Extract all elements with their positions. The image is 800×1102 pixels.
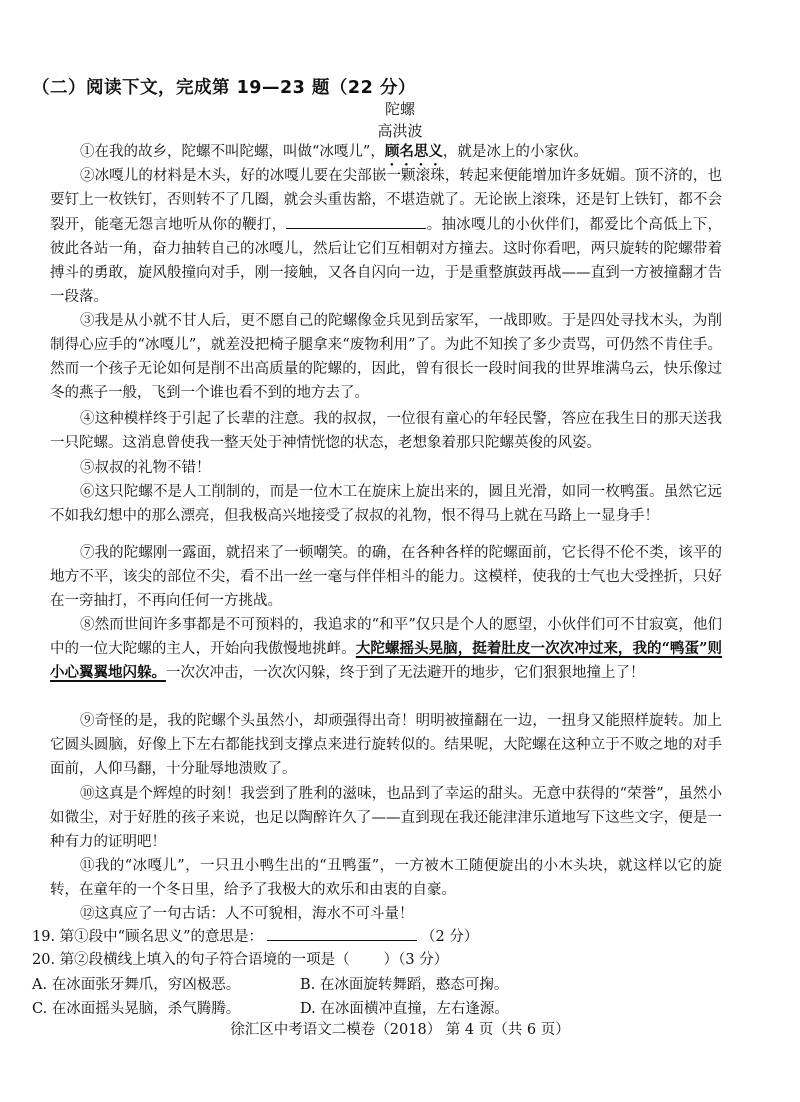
article-author: 高洪波 [377,122,423,140]
paragraph-2-end: 。抽冰嘎儿的小伙伴们，都爱比个高低上下，彼此各站一角，奋力抽转自己的冰嘎儿，然后让它们互相朝对方撞去。这时你看吧，两只旋转的陀螺带着搏斗的勇敢，旋风般撞向对手，刚一接触，又各自闪向一边，于是重整旗鼓再战——直到一方被撞翻才告一段落。 [50,217,723,305]
answer-line-19[interactable] [267,924,417,941]
paragraph-10: ⑩这真是个辉煌的时刻！我尝到了胜利的滋味，也品到了幸运的甜头。无意中获得的“荣誉”，虽然小如微尘，对于好胜的孩子来说，也足以陶醉许久了——直到现在我还能津津乐道地写下这些文字，便是一种有力的证明吧！ [50,786,722,850]
underlined-sentence: 大陀螺摇头晃脑，挺着肚皮一次次冲过来，我的“鸭蛋”则小心翼翼地闪躲。 [50,640,723,681]
paragraph-4: ④这种模样终于引起了长辈的注意。我的叔叔，一位很有童心的年轻民警，答应在我生日的那天送我一只陀螺。这消息曾使我一整天处于神情恍惚的状态，老想象着那只陀螺英俊的风姿。 [50,411,722,451]
paragraph-2-start: ②冰嘎儿的材料是木头，好的冰嘎儿要在尖部嵌一颗滚珠，转起来便能增加许多妩媚。顶不济的，也要钉上一枚铁钉，否则转不了几圈，就会头重齿豁，不堪造就了。无论嵌上滚珠，还是钉上铁钉，都不会裂开，能毫无怨言地听从你的鞭打， [50,168,722,233]
option-d[interactable]: D. 在冰面横冲直撞，左右逢源。 [300,1001,509,1017]
paragraph-9: ⑨奇怪的是，我的陀螺个头虽然小，却顽强得出奇！明明被撞翻在一边，一扭身又能照样旋转。加上它圆头圆脑，好像上下左右都能找到支撑点来进行旋转似的。结果呢，大陀螺在这种立于不败之地的对手面前，人仰马翻，十分耻辱地溃败了。 [50,713,722,777]
page-footer: 徐汇区中考语文二模卷（2018） 第 4 页（共 6 页） [230,1022,570,1038]
key-phrase-dotted: 顾名思义 [384,143,443,160]
paragraph-8 [50,613,722,685]
question-19-score: （2 分） [421,929,479,945]
paragraph-7: ⑦我的陀螺刚一露面，就招来了一顿嘲笑。的确，在各种各样的陀螺面前，它长得不伦不类，该平的地方不平，该尖的部位不尖，看不出一丝一毫与伴伴相斗的能力。这模样，使我的士气也大受挫折，只好在一旁抽打，不再向任何一方挑战。 [50,545,722,609]
option-c[interactable]: C. 在冰面摇头晃脑，杀气腾腾。 [32,1001,241,1017]
paragraph-1-end: ，就是冰上的小家伙。 [442,144,588,160]
paragraph-6: ⑥这只陀螺不是人工削制的，而是一位木工在旋床上旋出来的，圆且光滑，如同一枚鸭蛋。虽然它远不如我幻想中的那么漂亮，但我极高兴地接受了叔叔的礼物，恨不得马上就在马路上一显身手！ [50,484,722,524]
paragraph-1-start: ①在我的故乡，陀螺不叫陀螺，叫做“冰嘎儿”， [80,144,385,160]
paragraph-12: ⑫这真应了一句古话：人不可貌相，海水不可斗量！ [80,906,414,922]
section-heading: （二）阅读下文，完成第 19—23 题（22 分） [32,78,416,98]
paragraph-5: ⑤叔叔的礼物不错！ [80,460,211,476]
question-20 [32,948,448,969]
paragraph-11: ⑪我的“冰嘎儿”，一只丑小鸭生出的“丑鸭蛋”，一方被木工随便旋出的小木头块，就这样以它的旋转，在童年的一个冬日里，给予了我极大的欢乐和由衷的自豪。 [50,858,722,898]
option-a[interactable]: A. 在冰面张牙舞爪，穷凶极恶。 [32,977,241,993]
question-19-prompt: 19. 第①段中“顾名思义”的意思是： [32,929,263,945]
fill-in-blank-line [286,212,426,229]
question-20-score: ）（3 分） [383,952,449,968]
option-b[interactable]: B. 在冰面旋转舞蹈，憨态可掬。 [300,977,509,993]
paragraph-8-start: ⑧然而世间许多事都是不可预料的，我追求的“和平”仅只是个人的愿望，小伙伴们可不甘寂寞，他们中的一位大陀螺的主人，开始向我傲慢地挑衅。 [50,617,722,657]
paragraph-3: ③我是从小就不甘人后，更不愿自己的陀螺像金兵见到岳家军，一战即败。于是四处寻找木头，为削制得心应手的“冰嘎儿”，就差没把椅子腿拿来“废物利用”了。为此不知挨了多少责骂，可仍然不肯住手。然而一个孩子无论如何是削不出高质量的陀螺的，因此，曾有很长一段时间我的世界堆满乌云，快乐像过冬的燕子一般，飞到一个谁也看不到的地方去了。 [50,313,722,401]
article-title: 陀螺 [384,100,415,118]
question-19 [32,924,478,946]
paragraph-8-end: 一次次冲击，一次次闪躲，终于到了无法避开的地步，它们狠狠地撞上了！ [166,665,645,681]
question-20-prompt: 20. 第②段横线上填入的句子符合语境的一项是（ [32,952,350,968]
paragraph-2 [50,164,722,309]
